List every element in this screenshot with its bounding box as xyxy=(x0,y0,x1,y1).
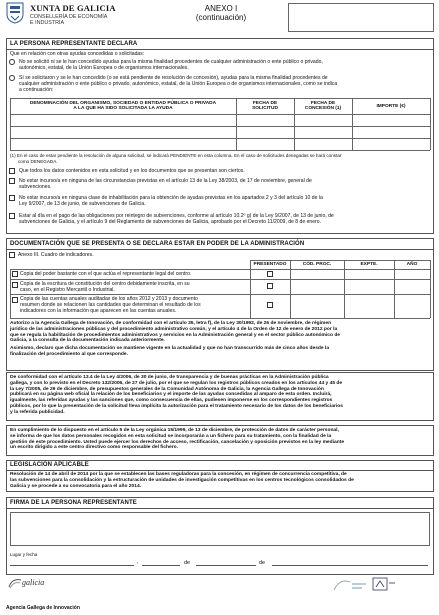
file-column-header: EXPTE. xyxy=(360,262,378,267)
xunta-shield-icon xyxy=(6,2,24,24)
month-input[interactable] xyxy=(196,558,256,566)
innovation-agency-logo-icon xyxy=(330,576,368,594)
grant-date-header: FECHA DE CONCESIÓN (1) xyxy=(304,101,342,111)
annex3-label: Anexo III. Cuadro de indicadores. xyxy=(18,252,94,258)
presented-column-header: PRESENTADO xyxy=(253,262,287,267)
yes-aid-radio[interactable] xyxy=(9,75,15,81)
cofunding-logo-icon xyxy=(372,576,396,594)
doc-deed-presented-checkbox[interactable] xyxy=(267,283,273,289)
doc-accounts-presented-checkbox[interactable] xyxy=(267,302,273,308)
declaration-2-checkbox[interactable] xyxy=(9,178,15,184)
transparency-text: De conformidad con el artículo 13.4 de la Ley 4/2006, de 30 de junio, de transparencia y de buenas prácticas en la Administración pública gallega, y con lo previsto en el Decreto 132/2006, de 27 de julio, por el que se regulan los registros públicos creados en los artículos 44 y 45 de la Ley 7/2005, de 29 de diciembre, de presupuestos generales de la Comunidad Autónoma de Galicia, la Agencia Gallega de Innovación publicará en su página web oficial la relación de los beneficiarios y el importe de las ayudas concedidas al amparo de esta orden. Incluirá, igualmente, las referidas ayudas y las sanciones que, como consecuencia de ellas, pudiesen imponerse en los correspondientes registros públicos, por lo que la presentación de la solicitud lleva implícita la autorización para el tratamiento necesario de los datos de los beneficiarios y la referida publicidad. xyxy=(10,375,343,415)
galicia-logo-icon xyxy=(8,577,22,589)
agency-name: Agencia Gallega de Innovación xyxy=(6,605,80,611)
doc-accounts-checkbox[interactable] xyxy=(12,297,18,303)
org-column-header: DENOMINACIÓN DEL ORGANISMO, SOCIEDAD O ENTIDAD PÚBLICA O PRIVADA A LA QUE HA SIDO SOLICITADA LA AYUDA xyxy=(29,101,217,111)
amount-header: IMPORTE (€) xyxy=(376,104,406,109)
day-input[interactable] xyxy=(142,558,180,566)
annex-label: ANEXO I (continuación) xyxy=(195,4,247,22)
data-protection-text: En cumplimiento de lo dispuesto en el artículo 5 de la Ley orgánica 15/1999, de 13 de diciembre, de protección de datos de carácter personal, se informa de que los datos personales recogidos en esta solicitud se incorporarán a un fichero para su tratamiento, con la finalidad de la gestión de este procedimiento. Usted puede ejercer los derechos de acceso, rectificación, cancelación y oposición previstos en la ley mediante un escrito dirigido a este centro directivo como responsable del fichero. xyxy=(10,428,345,451)
signature-title: FIRMA DE LA PERSONA REPRESENTANTE xyxy=(10,500,137,506)
proc-code-column-header: CÓD. PROC. xyxy=(302,262,332,267)
signature-box[interactable] xyxy=(10,512,430,546)
org-title: XUNTA DE GALICIA xyxy=(30,3,116,13)
legislation-title: LEGISLACIÓN APLICABLE xyxy=(10,462,89,468)
department-name: CONSELLERÍA DE ECONOMÍA E INDUSTRIA xyxy=(30,14,108,27)
aid-table-footnote: (1) En el caso de estar pendiente la resolución de alguna solicitud, se indicará PENDIENTE en esta columna. En el caso de solicitudes denegadas se hará constar como DENEGADA. xyxy=(10,153,342,164)
no-aid-radio[interactable] xyxy=(9,59,15,65)
declaration-4-checkbox[interactable] xyxy=(9,213,15,219)
galicia-logo-text: galicia xyxy=(22,578,45,587)
place-input[interactable] xyxy=(10,558,134,566)
documentation-title: DOCUMENTACIÓN QUE SE PRESENTA O SE DECLARA ESTAR EN PODER DE LA ADMINISTRACIÓN xyxy=(10,241,305,247)
form-page: XUNTA DE GALICIA CONSELLERÍA DE ECONOMÍA E INDUSTRIA ANEXO I (continuación) LA PERSONA REPRESENTANTE DECLARA Que en relación con otras ayudas concedidas o solicitadas: No se solicitó ni se le han concedido ayudas para la misma finalidad procedentes de cualquier administración o ente público o privado, autonómico, estatal, de la Unión Europea o de organismos internacionales. Sí se solicitaron y se le han concedido (o se está pendiente de resolución de concesión), ayudas para la misma finalidad procedentes de cualquier administración o ente público o privado, autonómico, estatal, de la Unión Europea o de organismos internacionales, como se indica a continuación: DENOMINACIÓN DEL ORGANISMO, SOCIEDAD O ENTIDAD PÚBLICA O PRIVADA A LA QUE HA SIDO SOLICITADA LA AYUDA FECHA DE SOLICITUD FECHA DE CONCESIÓN (1) IMPORTE (€) (1) En el caso de estar pendiente la resolución de alguna solicitud, se indicará PENDIENTE en esta columna. En el caso de solicitudes denegadas se hará constar como DENEGADA. Que todos los datos contenidos en esta solicitud y en los documentos que se presentan son ciertos. No estar incurso/a en ninguna de las circunstancias previstas en el artículo 13 de la Ley 38/2003, de 17 de noviembre, general de subvenciones. No estar incurso/a en ninguna clase de inhabilitación para la obtención de ayudas previstas en los apartados 2 y 3 del artículo 10 de la Ley 9/2007, de 13 de junio, de subvenciones de Galicia. Estar al día en el pago de las obligaciones por reintegro de subvenciones, conforme al artículo 10.2º g) de la Ley 9/2007, de 13 de junio, de subvenciones de Galicia, y el artículo 9 del Reglamento de subvenciones de Galicia, aprobado por el Decreto 11/2009, de 8 de enero. DOCUMENTACIÓN QUE SE PRESENTA O SE DECLARA ESTAR EN PODER DE LA ADMINISTRACIÓN Anexo III. Cuadro de indicadores. PRESENTADO CÓD. PROC. EXPTE. AÑO Copia del poder bastante con el que actúa el representante legal del centro. Copia de la escritura de constitución del centro debidamente inscrita, en su caso, en el Registro Mercantil o Industrial. Copia de las cuentas anuales auditadas de los años 2012 y 2013 y documento resumen donde se relacionen las cantidades que determinan el resultado de los indicadores con la información que aparecen en las cuentas anuales. Autorizo a la Agencia Gallega de Innovación, de conformidad con el artículo 35, letra f), de la Ley 30/1992, de 26 de noviembre, de régimen jurídico de las administraciones públicas y del procedimiento administrativo común, y el artículo 4 de la Orden de 12 de enero de 2012 por la que se regula la habilitación de procedimientos administrativos y servicios en la Administración general y en el sector público autonómico de Galicia, a la consulta de la documentación indicada anteriormente. Asimismo, declaro que dicha documentación se mantiene vigente en la actualidad y que no han transcurrido más de cinco años desde la finalización del procedimiento al que corresponde. De conformidad con el artículo 13.4 de la Ley 4/2006, de 30 de junio, de transparencia y de buenas prácticas en la Administración pública gallega, y con lo previsto en el Decreto 132/2006, de 27 de julio, por el que se regulan los registros públicos creados en los artículos 44 y 45 de la Ley 7/2005, de 29 de diciembre, de presupuestos generales de la Comunidad Autónoma de Galicia, la Agencia Gallega de Innovación publicará en su página web oficial la relación de los beneficiarios y el importe de las ayudas concedidas al amparo de esta orden. Incluirá, igualmente, las referidas ayudas y las sanciones que, como consecuencia de ellas, pudiesen imponerse en los correspondientes registros públicos, por lo que la presentación de la solicitud lleva implícita la autorización para el tratamiento necesario de los datos de los beneficiarios y la referida publicidad. En cumplimiento de lo dispuesto en el artículo 5 de la Ley orgánica 15/1999, de 13 de diciembre, de protección de datos de carácter personal, se informa de que los datos personales recogidos en esta solicitud se incorporarán a un fichero para su tratamiento, con la finalidad de la gestión de este procedimiento. Usted puede ejercer los derechos de acceso, rectificación, cancelación y oposición previstos en la ley mediante un escrito dirigido a este centro directivo como responsable del fichero. LEGISLACIÓN APLICABLE Resolución de 14 de abril de 2014 por la que se establecen las bases reguladoras para la concesión, en régimen de concurrencia competitiva, de las subvenciones para la consolidación y la estructuración de unidades de investigación competitivas en los centros tecnológicos consolidados de Galicia y se procede a su convocatoria para el año 2014. FIRMA DE LA PERSONA REPRESENTANTE Lugar y fecha , de de galicia Agencia Gallega de Innovación xyxy=(0,0,439,615)
declaration-3-checkbox[interactable] xyxy=(9,195,15,201)
place-date-label: Lugar y fecha xyxy=(10,552,38,557)
aid-intro: Que en relación con otras ayudas concedidas o solicitadas: xyxy=(10,51,145,57)
doc-accounts-label: Copia de las cuentas anuales auditadas de los años 2012 y 2013 y documento resumen donde se relacionen las cantidades que determinan el resultado de los indicadores con la información que aparecen en las cuentas anuales. xyxy=(20,296,201,314)
registry-stamp-box xyxy=(288,3,434,32)
aid-row-1[interactable] xyxy=(10,114,430,126)
doc-power-label: Copia del poder bastante con el que actúa el representante legal del centro. xyxy=(20,271,192,277)
doc-power-checkbox[interactable] xyxy=(12,271,18,277)
doc-deed-label: Copia de la escritura de constitución del centro debidamente inscrita, en su caso, en el Registro Mercantil o Industrial. xyxy=(20,281,190,293)
yes-aid-label: Sí se solicitaron y se le han concedido (o se está pendiente de resolución de concesión), ayudas para la misma finalidad procedentes de cualquier administración o ente público o privado, autonómico, estatal, de la Unión Europea o de organismos internacionales, como se indica a continuación: xyxy=(19,75,338,93)
header xyxy=(6,2,434,35)
declaration-2-label: No estar incurso/a en ninguna de las circunstancias previstas en el artículo 13 de la Ley 38/2003, de 17 de noviembre, general de subvenciones. xyxy=(19,178,312,190)
doc-deed-checkbox[interactable] xyxy=(12,282,18,288)
annex3-checkbox[interactable] xyxy=(9,252,15,258)
validity-declaration-text: Asimismo, declaro que dicha documentación se mantiene vigente en la actualidad y que no han transcurrido más de cinco años desde la finalización del procedimiento al que corresponde. xyxy=(10,346,330,357)
declaration-3-label: No estar incurso/a en ninguna clase de inhabilitación para la obtención de ayudas previstas en los apartados 2 y 3 del artículo 10 de la Ley 9/2007, de 13 de junio, de subvenciones de Galicia. xyxy=(19,195,323,207)
legislation-text: Resolución de 14 de abril de 2014 por la que se establecen las bases reguladoras para la concesión, en régimen de concurrencia competitiva, de las subvenciones para la consolidación y la estructuración de unidades de investigación competitivas en los centros tecnológicos consolidados de Galicia y se procede a su convocatoria para el año 2014. xyxy=(10,472,354,489)
no-aid-label: No se solicitó ni se le han concedido ayudas para la misma finalidad procedentes de cualquier administración o ente público o privado, autonómico, estatal, de la Unión Europea o de organismos internacionales. xyxy=(19,59,323,71)
declaration-1-checkbox[interactable] xyxy=(9,168,15,174)
representative-title: LA PERSONA REPRESENTANTE DECLARA xyxy=(10,41,138,47)
aid-row-2[interactable] xyxy=(10,126,430,138)
authorization-text: Autorizo a la Agencia Gallega de Innovación, de conformidad con el artículo 35, letra f), de la Ley 30/1992, de 26 de noviembre, de régimen jurídico de las administraciones públicas y del procedimiento administrativo común, y el artículo 4 de la Orden de 12 de enero de 2012 por la que se regula la habilitación de procedimientos administrativos y servicios en la Administración general y en el sector público autonómico de Galicia, a la consulta de la documentación indicada anteriormente. xyxy=(10,321,341,344)
declaration-1-label: Que todos los datos contenidos en esta solicitud y en los documentos que se presentan son ciertos. xyxy=(19,168,245,174)
aid-row-3[interactable] xyxy=(10,138,430,150)
doc-power-presented-checkbox[interactable] xyxy=(267,271,273,277)
request-date-header: FECHA DE SOLICITUD xyxy=(252,101,278,111)
year-column-header: AÑO xyxy=(406,262,418,267)
declaration-4-label: Estar al día en el pago de las obligaciones por reintegro de subvenciones, conforme al artículo 10.2º g) de la Ley 9/2007, de 13 de junio, de subvenciones de Galicia, y el artículo 9 del Reglamento de subvenciones de Galicia, aprobado por el Decreto 11/2009, de 8 de enero. xyxy=(19,213,334,225)
year-input[interactable] xyxy=(272,558,428,566)
